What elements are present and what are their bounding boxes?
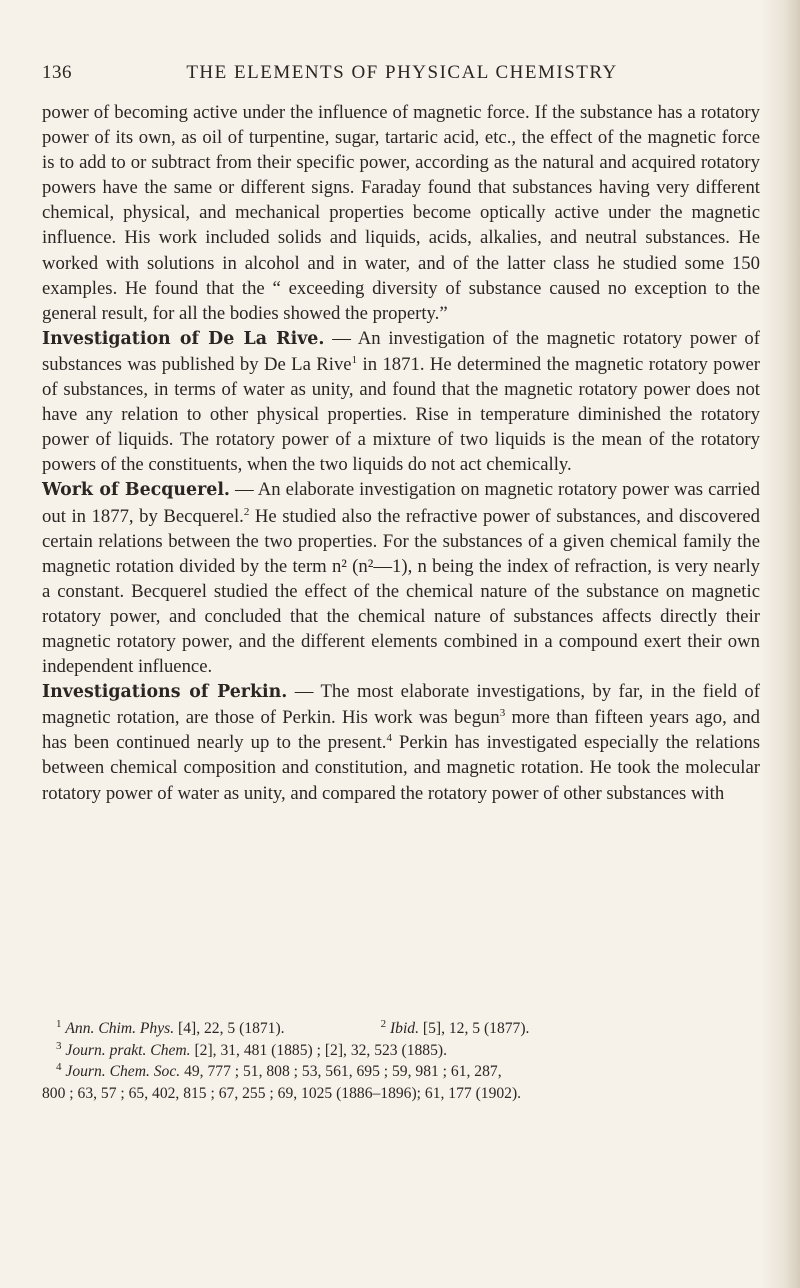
footnote-number: 3 <box>56 1039 62 1052</box>
footnotes <box>42 1018 760 1104</box>
citation: 800 ; 63, 57 ; 65, 402, 815 ; 67, 255 ; 69, 1025 (1886–1896); 61, 177 (1902). <box>42 1084 522 1102</box>
paragraph-faraday: power of becoming active under the influence of magnetic force. If the substance has a rotatory power of its own, as oil of turpentine, sugar, tartaric acid, etc., the effect of the magnetic force is to add to or subtract from their specific power, according as the natural and acquired rotatory powers have the same or different signs. Faraday found that substances having very different chemical, physical, and mechanical properties become optically active under the magnetic influence. His work included solids and liquids, acids, alkalies, and neutral substances. He worked with solutions in alcohol and in water, and of the latter class he studied some 150 examples. He found that the “ exceeding diversity of substance caused no exception to the general result, for all the bodies showed the property.” <box>42 102 760 324</box>
text: He studied also the refractive power of substances, and discovered certain relations between the two properties. For the substances of a given chemical family the magnetic rotation divided by the term n² (n²—1), n being the index of refraction, is very nearly a constant. Becquerel studied the effect of the chemical nature of the substance on magnetic rotatory power, and concluded that the chemical nature of substances affects directly their magnetic rotatory power, and the different elements combined in a compound exert their own independent influence. <box>42 505 760 678</box>
journal-name: Journ. Chem. Soc. <box>65 1063 181 1080</box>
section-heading-becquerel: Work of Becquerel. <box>42 480 230 501</box>
footnote-number: 4 <box>56 1060 62 1073</box>
footnote-ref: 1 <box>351 353 358 366</box>
citation: [2], 31, 481 (1885) ; [2], 32, 523 (1885). <box>190 1041 447 1059</box>
footnote-ref: 3 <box>499 707 506 720</box>
text: — An elaborate investigation on magnetic rotatory power was carried out in 1877, by Becquerel. <box>42 479 760 527</box>
journal-name: Ann. Chim. Phys. <box>65 1020 175 1037</box>
footnote-ref: 2 <box>243 505 250 518</box>
citation: [4], 22, 5 (1871). <box>174 1020 285 1037</box>
text: — The most elaborate investigations, by far, in the field of magnetic rotation, are those of Perkin. His work was begun <box>42 681 760 729</box>
text: more than fifteen years ago, and has been continued nearly up to the present. <box>42 707 761 754</box>
running-header <box>42 62 762 92</box>
footnote-line <box>42 1040 760 1062</box>
journal-name: Journ. prakt. Chem. <box>65 1041 191 1059</box>
footnote-ref: 4 <box>386 732 392 745</box>
text: in 1871. He determined the magnetic rotatory power of substances, in terms of water as unity, and found that the magnetic rotatory power does not have any relation to other physical properties. Rise in temperature diminished the rotatory power of liquids. The rotatory power of a mixture of two liquids is the mean of the rotatory powers of the constituents, when the two liquids do not act chemically. <box>42 353 761 476</box>
text: — An investigation of the magnetic rotatory power of substances was published by De La Rive <box>42 327 760 375</box>
footnote-number: 2 <box>380 1017 387 1030</box>
page-edge-shading <box>760 0 800 1288</box>
section-heading-perkin: Investigations of Perkin. <box>42 682 288 703</box>
footnote-line <box>42 1061 760 1083</box>
body-text <box>42 100 760 806</box>
running-title: THE ELEMENTS OF PHYSICAL CHEMISTRY <box>186 62 618 83</box>
footnote-line <box>42 1083 760 1105</box>
paragraph-de-la-rive <box>42 326 760 478</box>
paragraph-becquerel <box>42 477 760 679</box>
citation: 49, 777 ; 51, 808 ; 53, 561, 695 ; 59, 981 ; 61, 287, <box>180 1063 502 1080</box>
paragraph-perkin <box>42 679 760 805</box>
citation: [5], 12, 5 (1877). <box>419 1020 530 1037</box>
page-number: 136 <box>42 62 72 83</box>
text: Perkin has investigated especially the relations between chemical composition and constitution, and magnetic rotation. He took the molecular rotatory power of water as unity, and compared the rotatory power of other substances with <box>42 732 760 804</box>
footnote-number: 1 <box>56 1017 62 1030</box>
footnote-line <box>42 1018 760 1040</box>
section-heading-de-la-rive: Investigation of De La Rive. <box>42 328 325 349</box>
journal-name: Ibid. <box>389 1020 419 1037</box>
